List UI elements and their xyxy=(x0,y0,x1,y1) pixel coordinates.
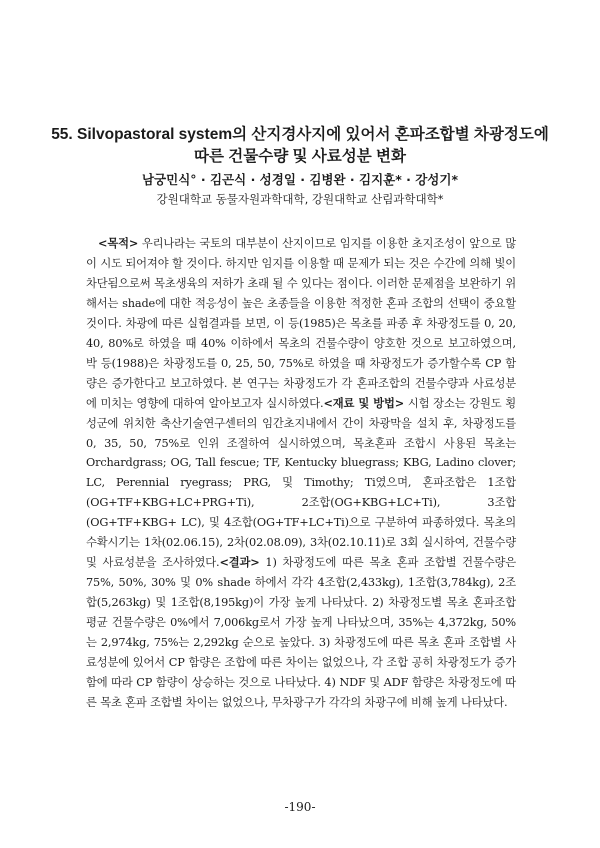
method-text: 시험 장소는 강원도 횡성군에 위치한 축산기술연구센터의 임간초지내에서 간이 차광막을 설치 후, 차광정도를 0, 35, 50, 75%로 인위 조절하여 실시하였으며, 목초혼파 조합시 사용된 목초는 Orchardgrass; OG, Tall fescue; TF, Kentucky bluegrass; KBG, Ladino clover; LC, Perennial ryegrass; PRG, 및 Timothy; Ti였으며, 혼파조합은 1조합(OG+TF+KBG+LC+PRG+Ti), 2조합(OG+KBG+LC+Ti), 3조합(OG+TF+KBG+ LC), 및 4조합(OG+TF+LC+Ti)으로 구분하여 파종하였다. 목초의 수확시기는 1차(02.06.15), 2차(02.08.09), 3차(02.10.11)로 3회 실시하여, 건물수량 및 사료성분을 조사하였다. xyxy=(86,396,516,570)
paper-header xyxy=(0,124,600,208)
affiliation: 강원대학교 동물자원과학대학, 강원대학교 산림과학대학* xyxy=(156,192,444,206)
author-list: 남궁민식° · 김곤식 · 성경일 · 김병완 · 김지훈* · 강성기* xyxy=(141,172,458,187)
abstract-paragraph xyxy=(86,234,516,713)
method-label: <재료 및 방법> xyxy=(323,395,405,410)
abstract-body xyxy=(86,234,516,713)
paper-title-line-2: 따른 건물수량 및 사료성분 변화 xyxy=(194,148,406,165)
purpose-text: 우리나라는 국토의 대부분이 산지이므로 임지를 이용한 초지조성이 앞으로 많이 시도 되어져야 할 것이다. 하지만 임지를 이용할 때 문제가 되는 것은 수간에 의해 빛이 차단됨으로써 목초생육의 저하가 초래 될 수 있다는 점이다. 이러한 문제점을 보완하기 위해서는 shade에 대한 적응성이 높은 초종들을 이용한 적정한 혼파 조합의 선택이 중요할 것이다. 차광에 따른 실험결과를 보면, 이 등(1985)은 목초를 파종 후 차광정도를 0, 20, 40, 80%로 하였을 때 40% 이하에서 목초의 건물수량이 양호한 것으로 보고하였으며, 박 등(1988)은 차광정도를 0, 25, 50, 75%로 하였을 때 차광정도가 증가할수록 CP 함량은 증가한다고 보고하였다. 본 연구는 차광정도가 각 혼파조합의 건물수량과 사료성분에 미치는 영향에 대하여 알아보고자 실시하였다. xyxy=(86,237,516,410)
result-text: 1) 차광정도에 따른 목초 혼파 조합별 건물수량은 75%, 50%, 30% 및 0% shade 하에서 각각 4조합(2,433kg), 1조합(3,784kg), 2조합(5,263kg) 및 1조합(8,195kg)이 가장 높게 나타났다. 2) 차광정도별 목초 혼파조합 평균 건물수량은 0%에서 7,006kg로서 가장 높게 나타났으며, 35%는 4,372kg, 50%는 2,974kg, 75%는 2,292kg 순으로 높았다. 3) 차광정도에 따른 목초 혼파 조합별 사료성분에 있어서 CP 함량은 조합에 따른 차이는 없었으나, 각 조합 공히 차광정도가 증가함에 따라 CP 함량이 상승하는 것으로 나타났다. 4) NDF 및 ADF 함량은 차광정도에 따른 목초 혼파 조합별 차이는 없었으나, 무차광구가 각각의 차광구에 비해 높게 나타났다. xyxy=(86,556,516,709)
paper-title-line-1: 55. Silvopastoral system의 산지경사지에 있어서 혼파조합별 차광정도에 xyxy=(51,126,549,143)
result-label: <결과> xyxy=(219,555,260,570)
purpose-label: <목적> xyxy=(98,236,139,250)
page-number: -190- xyxy=(284,800,316,814)
